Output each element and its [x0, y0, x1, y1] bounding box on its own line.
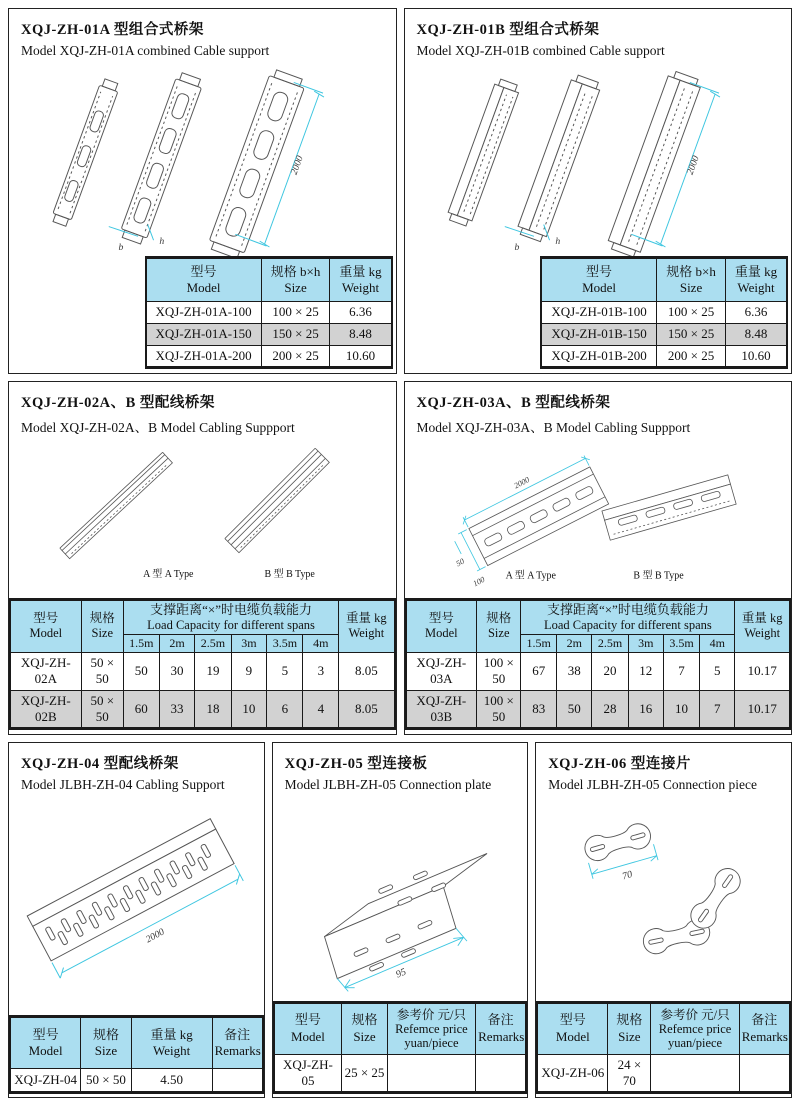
col-header-load-capacity: 支撑距离“×”时电缆负载能力 Load Capacity for different spans — [123, 599, 338, 634]
table-row — [10, 690, 395, 729]
technical-drawing-cabling-support — [9, 438, 396, 598]
model-cell: XQJ-ZH-01A-150 — [146, 323, 262, 345]
span-header: 2.5m — [195, 635, 231, 653]
weight-cell: 6.36 — [330, 301, 392, 323]
table-row — [541, 301, 787, 323]
panel-title-en: Model XQJ-ZH-01A combined Cable support — [21, 43, 270, 58]
table-row — [541, 323, 787, 345]
load-cell: 10 — [231, 690, 267, 729]
panel-title-en: Model JLBH-ZH-05 Connection piece — [548, 777, 758, 792]
panel-xqj-zh-04 — [8, 742, 265, 1098]
span-header: 1.5m — [521, 635, 557, 653]
type-a-label: A 型 A Type — [143, 568, 194, 580]
col-header-load-capacity: 支撑距离“×”时电缆负载能力 Load Capacity for different spans — [521, 599, 735, 634]
table-row — [406, 690, 791, 729]
col-header-weight: 重量 kg Weight — [725, 257, 787, 301]
col-header-price: 参考价 元/只 Refemce price yuan/piece — [651, 1002, 739, 1054]
dim-label-height: 50 — [454, 556, 466, 569]
row-3 — [8, 742, 792, 1098]
load-cell: 18 — [195, 690, 231, 729]
model-cell: XQJ-ZH-01B-150 — [541, 323, 657, 345]
drawing-area — [536, 795, 791, 1001]
table-row — [146, 301, 392, 323]
load-cell: 5 — [267, 653, 303, 691]
panel-title-en: Model XQJ-ZH-03A、B Model Cabling Suppport — [416, 420, 691, 435]
size-cell: 200 × 25 — [261, 345, 330, 367]
col-header-model: 型号 Model — [537, 1002, 608, 1054]
drawing-area — [9, 438, 396, 598]
row-2 — [8, 381, 792, 735]
spec-table — [540, 256, 788, 369]
panel-xqj-zh-03ab — [404, 381, 793, 735]
technical-drawing-combined-tray — [9, 61, 396, 256]
load-cell: 6 — [267, 690, 303, 729]
weight-cell: 10.60 — [330, 345, 392, 367]
span-header: 3.5m — [663, 635, 699, 653]
col-header-model: 型号 Model — [146, 257, 262, 301]
col-header-size: 规格 Size — [477, 599, 521, 652]
load-cell: 9 — [231, 653, 267, 691]
span-header: 3m — [231, 635, 267, 653]
col-header-model: 型号 Model — [406, 599, 477, 652]
panel-titles — [9, 9, 396, 61]
col-header-model: 型号 Model — [10, 599, 81, 652]
model-cell: XQJ-ZH-05 — [274, 1054, 342, 1093]
size-cell: 25 × 25 — [342, 1054, 387, 1093]
remarks-cell — [739, 1054, 790, 1093]
table-row — [537, 1054, 790, 1093]
size-cell: 200 × 25 — [657, 345, 726, 367]
size-cell: 24 × 70 — [608, 1054, 651, 1093]
row-1 — [8, 8, 792, 374]
spec-table — [145, 256, 393, 369]
panel-titles — [405, 9, 792, 61]
panel-xqj-zh-05 — [272, 742, 529, 1098]
dim-label-length: 2000 — [512, 475, 531, 491]
load-cell: 38 — [557, 653, 592, 691]
weight-cell: 10.60 — [725, 345, 787, 367]
technical-drawing-cabling-support — [405, 438, 792, 598]
drawing-area — [405, 61, 792, 256]
weight-cell: 8.05 — [339, 653, 395, 691]
table-row — [541, 345, 787, 367]
col-header-size: 规格 Size — [608, 1002, 651, 1054]
model-cell: XQJ-ZH-02A — [10, 653, 81, 691]
weight-cell: 6.36 — [725, 301, 787, 323]
load-cell: 20 — [592, 653, 628, 691]
load-cell: 50 — [557, 690, 592, 729]
load-capacity-table — [405, 598, 792, 730]
load-cell: 33 — [159, 690, 195, 729]
remarks-cell — [212, 1069, 263, 1093]
panel-title-cn: XQJ-ZH-03A、B 型配线桥架 — [416, 395, 611, 411]
dim-label-width: 100 — [471, 574, 486, 589]
weight-cell: 8.48 — [725, 323, 787, 345]
col-header-weight: 重量 kg Weight — [339, 599, 395, 652]
size-cell: 100 × 25 — [657, 301, 726, 323]
technical-drawing-channel-tray — [405, 61, 792, 256]
panel-titles — [536, 743, 791, 795]
dim-label-length: 2000 — [288, 154, 306, 177]
table-row — [146, 323, 392, 345]
model-cell: XQJ-ZH-01B-100 — [541, 301, 657, 323]
weight-cell: 8.48 — [330, 323, 392, 345]
col-header-size: 规格 Size — [342, 1002, 387, 1054]
technical-drawing-cabling-tray — [9, 795, 264, 1015]
table-row — [10, 1069, 263, 1093]
load-cell: 28 — [592, 690, 628, 729]
model-cell: XQJ-ZH-04 — [10, 1069, 81, 1093]
model-cell: XQJ-ZH-01A-100 — [146, 301, 262, 323]
size-cell: 50 × 50 — [81, 1069, 132, 1093]
spec-table — [9, 1015, 264, 1094]
col-header-weight: 重量 kg Weight — [735, 599, 790, 652]
model-cell: XQJ-ZH-03B — [406, 690, 477, 729]
model-cell: XQJ-ZH-02B — [10, 690, 81, 729]
panel-xqj-zh-02ab — [8, 381, 397, 735]
panel-titles — [9, 382, 396, 438]
load-cell: 67 — [521, 653, 557, 691]
model-cell: XQJ-ZH-01B-200 — [541, 345, 657, 367]
weight-cell: 4.50 — [131, 1069, 212, 1093]
span-header: 2.5m — [592, 635, 628, 653]
table-row — [274, 1054, 527, 1093]
load-cell: 4 — [303, 690, 339, 729]
spec-table — [536, 1001, 791, 1095]
dim-label-width: 70 — [621, 869, 634, 883]
panel-xqj-zh-01a — [8, 8, 397, 374]
weight-cell: 8.05 — [339, 690, 395, 729]
load-capacity-table — [9, 598, 396, 730]
load-cell: 7 — [663, 653, 699, 691]
load-cell: 5 — [700, 653, 735, 691]
col-header-remarks: 备注 Remarks — [212, 1017, 263, 1069]
price-cell — [387, 1054, 475, 1093]
col-header-remarks: 备注 Remarks — [739, 1002, 790, 1054]
size-cell: 50 × 50 — [81, 690, 123, 729]
col-header-model: 型号 Model — [541, 257, 657, 301]
weight-cell: 10.17 — [735, 653, 790, 691]
col-header-model: 型号 Model — [10, 1017, 81, 1069]
dim-label-height: h — [554, 236, 560, 248]
panel-title-cn: XQJ-ZH-01A 型组合式桥架 — [21, 22, 204, 38]
col-header-weight: 重量 kg Weight — [131, 1017, 212, 1069]
spec-table — [273, 1001, 528, 1095]
panel-xqj-zh-06 — [535, 742, 792, 1098]
size-cell: 150 × 25 — [657, 323, 726, 345]
load-cell: 7 — [700, 690, 735, 729]
drawing-area — [9, 61, 396, 256]
technical-drawing-connection-piece — [536, 795, 791, 1001]
span-header: 2m — [159, 635, 195, 653]
dim-label-width: b — [514, 241, 519, 253]
span-header: 3m — [628, 635, 663, 653]
drawing-area — [273, 795, 528, 1001]
size-cell: 100 × 50 — [477, 653, 521, 691]
load-cell: 50 — [123, 653, 159, 691]
col-header-size: 规格 b×h Size — [657, 257, 726, 301]
panel-title-cn: XQJ-ZH-01B 型组合式桥架 — [416, 22, 600, 38]
col-header-price: 参考价 元/只 Refemce price yuan/piece — [387, 1002, 475, 1054]
span-header: 3.5m — [267, 635, 303, 653]
dim-label-width: b — [118, 241, 124, 253]
load-cell: 16 — [628, 690, 663, 729]
panel-titles — [273, 743, 528, 795]
panel-title-en: Model JLBH-ZH-05 Connection plate — [284, 777, 492, 792]
model-cell: XQJ-ZH-01A-200 — [146, 345, 262, 367]
load-cell: 83 — [521, 690, 557, 729]
load-cell: 30 — [159, 653, 195, 691]
panel-titles — [9, 743, 264, 795]
panel-title-cn: XQJ-ZH-02A、B 型配线桥架 — [21, 395, 215, 411]
panel-title-cn: XQJ-ZH-04 型配线桥架 — [21, 756, 179, 772]
load-cell: 3 — [303, 653, 339, 691]
span-header: 2m — [557, 635, 592, 653]
dim-label-length: 2000 — [143, 926, 167, 946]
panel-title-en: Model JLBH-ZH-04 Cabling Support — [21, 777, 225, 792]
load-cell: 60 — [123, 690, 159, 729]
col-header-size: 规格 Size — [81, 1017, 132, 1069]
span-header: 4m — [700, 635, 735, 653]
model-cell: XQJ-ZH-03A — [406, 653, 477, 691]
load-cell: 19 — [195, 653, 231, 691]
size-cell: 150 × 25 — [261, 323, 330, 345]
remarks-cell — [476, 1054, 527, 1093]
type-b-label: B 型 B Type — [264, 568, 315, 580]
table-row — [10, 653, 395, 691]
span-header: 1.5m — [123, 635, 159, 653]
size-cell: 100 × 25 — [261, 301, 330, 323]
weight-cell: 10.17 — [735, 690, 790, 729]
size-cell: 100 × 50 — [477, 690, 521, 729]
type-b-label: B 型 B Type — [632, 570, 684, 582]
drawing-area — [9, 795, 264, 1015]
dim-label-height: h — [159, 236, 165, 248]
dim-label-width: 95 — [393, 966, 408, 981]
panel-titles — [405, 382, 792, 438]
load-cell: 10 — [663, 690, 699, 729]
col-header-size: 规格 Size — [81, 599, 123, 652]
dim-label-length: 2000 — [684, 154, 702, 177]
col-header-size: 规格 b×h Size — [261, 257, 330, 301]
panel-title-cn: XQJ-ZH-06 型连接片 — [548, 756, 691, 772]
panel-title-en: Model XQJ-ZH-01B combined Cable support — [416, 43, 665, 58]
col-header-weight: 重量 kg Weight — [330, 257, 392, 301]
col-header-remarks: 备注 Remarks — [476, 1002, 527, 1054]
price-cell — [651, 1054, 739, 1093]
table-row — [406, 653, 791, 691]
span-header: 4m — [303, 635, 339, 653]
model-cell: XQJ-ZH-06 — [537, 1054, 608, 1093]
panel-title-en: Model XQJ-ZH-02A、B Model Cabling Suppport — [21, 420, 295, 435]
panel-title-cn: XQJ-ZH-05 型连接板 — [284, 756, 428, 772]
type-a-label: A 型 A Type — [505, 570, 556, 582]
technical-drawing-connection-plate — [273, 795, 528, 1001]
col-header-model: 型号 Model — [274, 1002, 342, 1054]
drawing-area — [405, 438, 792, 598]
table-row — [146, 345, 392, 367]
panel-xqj-zh-01b — [404, 8, 793, 374]
load-cell: 12 — [628, 653, 663, 691]
size-cell: 50 × 50 — [81, 653, 123, 691]
